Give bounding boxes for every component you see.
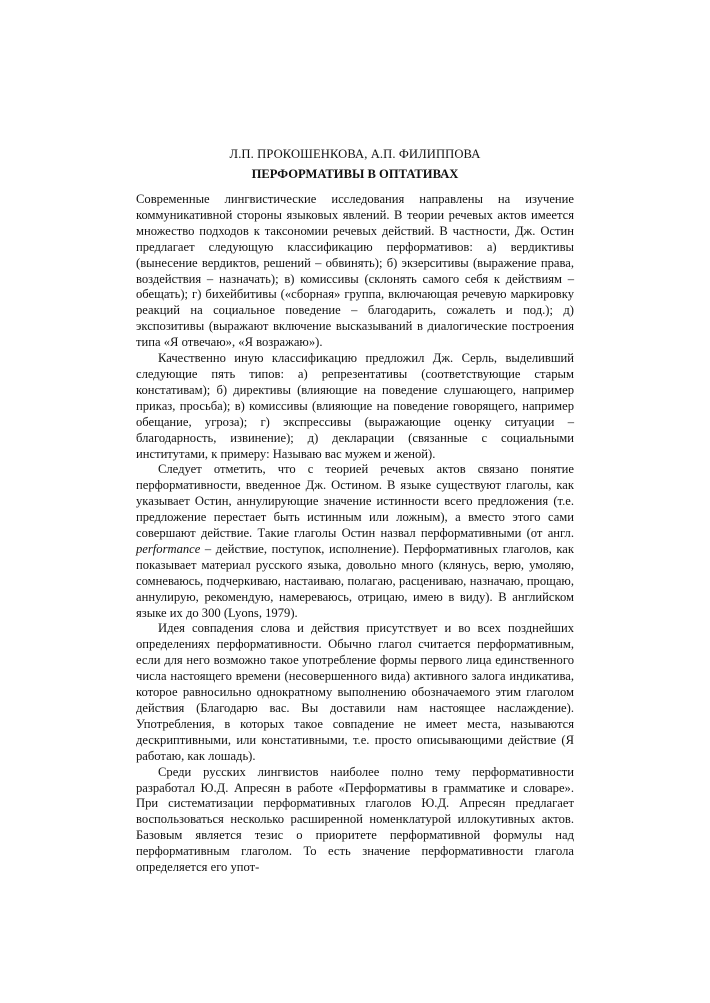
paragraph-1: Современные лингвистические исследования направлены на изучение коммуникативной стороны языковых явлений. В теории речевых актов имеется множество подходов к таксономии речевых действий. В частности, Дж. Остин предлагает следующую классификацию перформативов: а) вердиктивы (вынесение вердиктов, решений – обвинять); б) экзерситивы (выражение права, воздействия – назначать); в) комиссивы (склонять самого себя к действиям – обещать); г) бихейбитивы («сборная» группа, включающая речевую маркировку реакций на социальное поведение – благодарить, сожалеть и под.); д) экспозитивы (выражают включение высказываний в диалогические построения типа «Я отвечаю», «Я возражаю»). [136,192,574,350]
paragraph-5: Среди русских лингвистов наиболее полно тему перформативности разработал Ю.Д. Апресян в работе «Перформативы в грамматике и словаре». При систематизации перформативных глаголов Ю.Д. Апресян предлагает воспользоваться несколько расширенной номенклатурой иллокутивных актов. Базовым является тезис о приоритете перформативной формулы над перформативным глаголом. То есть значение перформативности глагола определяется его упот- [136,764,574,875]
paragraph-3 [136,462,574,621]
paragraph-3-part-2: – действие, поступок, исполнение). Перформативных глаголов, как показывает материал русского языка, довольно много (клянусь, верю, умоляю, сомневаюсь, подчеркиваю, настаиваю, полагаю, расцениваю, назначаю, прощаю, аннулирую, рекомендую, намереваюсь, отрицаю, имею в виду). В английском языке их до 300 (Lyons, 1979). [136,541,574,620]
paragraph-2: Качественно иную классификацию предложил Дж. Серль, выделивший следующие пять типов: а) репрезентативы (соответствующие старым констативам); б) директивы (влияющие на поведение слушающего, например приказ, просьба); в) комиссивы (влияющие на поведение говорящего, например обещание, угроза); г) экспрессивы (выражающие оценку ситуации – благодарность, извинение); д) декларации (связанные с социальными институтами, к примеру: Называю вас мужем и женой). [136,351,574,461]
paragraph-4: Идея совпадения слова и действия присутствует и во всех позднейших определениях перформативности. Обычно глагол считается перформативным, если для него возможно такое употребление формы первого лица единственного числа настоящего времени (несовершенного вида) активного залога индикатива, которое равносильно однократному выполнению обозначаемого этим глаголом действия (Благодарю вас. Вы доставили нам настоящее наслаждение). Употребления, в которых такое совпадение не имеет места, называются дескриптивными, или констативными, т.е. просто описывающими действие (Я работаю, как лошадь). [136,621,574,763]
paragraph-3-italic-term: performance [136,541,201,556]
authors-line: Л.П. ПРОКОШЕНКОВА, А.П. ФИЛИППОВА [229,147,481,161]
page [136,146,574,876]
paragraph-3-part-1: Следует отметить, что с теорией речевых актов связано понятие перформативности, введенное Дж. Остином. В языке существуют глаголы, как указывает Остин, аннулирующие значение истинности всего предложения (т.е. предложение перестает быть истинным или ложным), а вместо этого сами совершают действие. Такие глаголы Остин назвал перформативными (от англ. [136,462,574,541]
article-title: ПЕРФОРМАТИВЫ В ОПТАТИВАХ [251,167,459,181]
